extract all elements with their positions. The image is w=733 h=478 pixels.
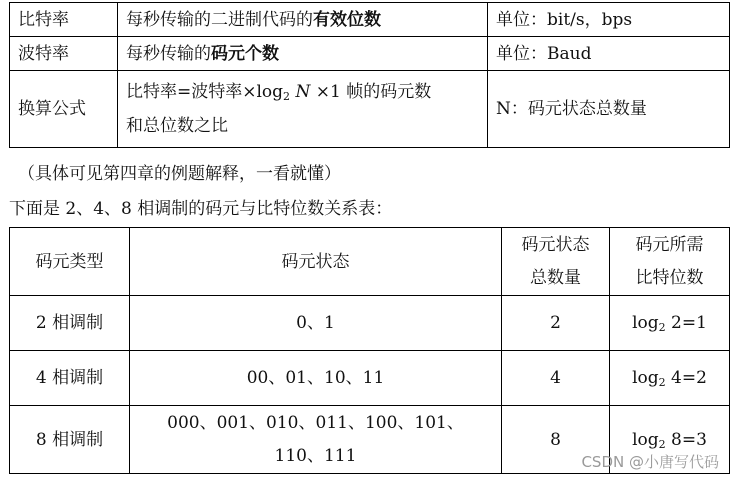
baud-rate-desc-bold: 码元个数 [211,43,279,64]
table-row [10,351,730,406]
row-log-arg: 8 [671,429,682,450]
header-count [502,228,610,296]
formula-line-1 [126,75,487,109]
formula-log-base: 2 [283,90,291,103]
row-states: 00、01、10、11 [130,351,502,406]
row-states-line-2: 110、111 [274,445,357,466]
row-log-arg: 2 [671,313,682,333]
header-states: 码元状态 [130,228,502,296]
rate-definition-table [9,2,730,148]
watermark: CSDN @小唐写代码 [581,453,719,471]
baud-rate-name: 波特率 [10,37,118,71]
row-type: 2 相调制 [10,296,130,351]
row-bits: $\log_2 4=2$ [610,351,730,406]
row-bits-result: =1 [681,313,707,333]
row-bits: $\log_2 8=3$ [610,406,730,474]
row-states: 0、1 [130,296,502,351]
bit-rate-desc-plain: 每秒传输的二进制代码的 [126,9,313,30]
row-log-base: 2 [658,376,666,389]
baud-rate-description [118,37,488,71]
formula-text [118,71,488,148]
formula-line-2: 和总位数之比 [126,116,228,136]
header-bits [610,228,730,296]
intro-text: 下面是 2、4、8 相调制的码元与比特位数关系表： [9,199,393,219]
table-row [10,37,730,71]
row-count: 8 [502,406,610,474]
formula-variable: N [295,82,311,102]
row-log-base: 2 [658,437,666,451]
row-type: 8 相调制 [10,406,130,474]
row-count: 2 [502,296,610,351]
row-count: 4 [502,351,610,406]
header-bits-line-2: 比特位数 [635,267,704,288]
header-count-line-1: 码元状态 [521,234,590,255]
row-log-base: 2 [658,321,666,334]
row-type: 4 相调制 [10,351,130,406]
table-row [10,71,730,148]
formula-part-a: 比特率=波特率×log [126,82,284,102]
bit-rate-description [118,3,488,37]
row-log-arg: 4 [671,368,682,388]
table-row [10,296,730,351]
row-bits-result: =2 [681,368,707,388]
table-row [10,3,730,37]
row-states [130,406,502,474]
bit-rate-name: 比特率 [10,3,118,37]
note-text: （具体可见第四章的例题解释，一看就懂） [18,164,341,184]
header-type: 码元类型 [10,228,130,296]
formula-name: 换算公式 [10,71,118,148]
bit-rate-desc-bold: 有效位数 [313,9,381,30]
baud-rate-desc-plain: 每秒传输的 [126,43,211,64]
bit-rate-unit: 单位：bit/s，bps [488,3,730,37]
formula-note: N：码元状态总数量 [488,71,730,148]
modulation-table [9,227,730,474]
header-bits-line-1: 码元所需 [635,234,704,255]
row-bits: $\log_2 2=1$ [610,296,730,351]
row-bits-result: =3 [681,429,707,450]
baud-rate-unit: 单位：Baud [488,37,730,71]
header-count-line-2: 总数量 [530,267,581,288]
table-header-row [10,228,730,296]
formula-part-b: ×1 帧的码元数 [310,82,432,102]
row-states-line-1: 000、001、010、011、100、101、 [167,412,464,433]
